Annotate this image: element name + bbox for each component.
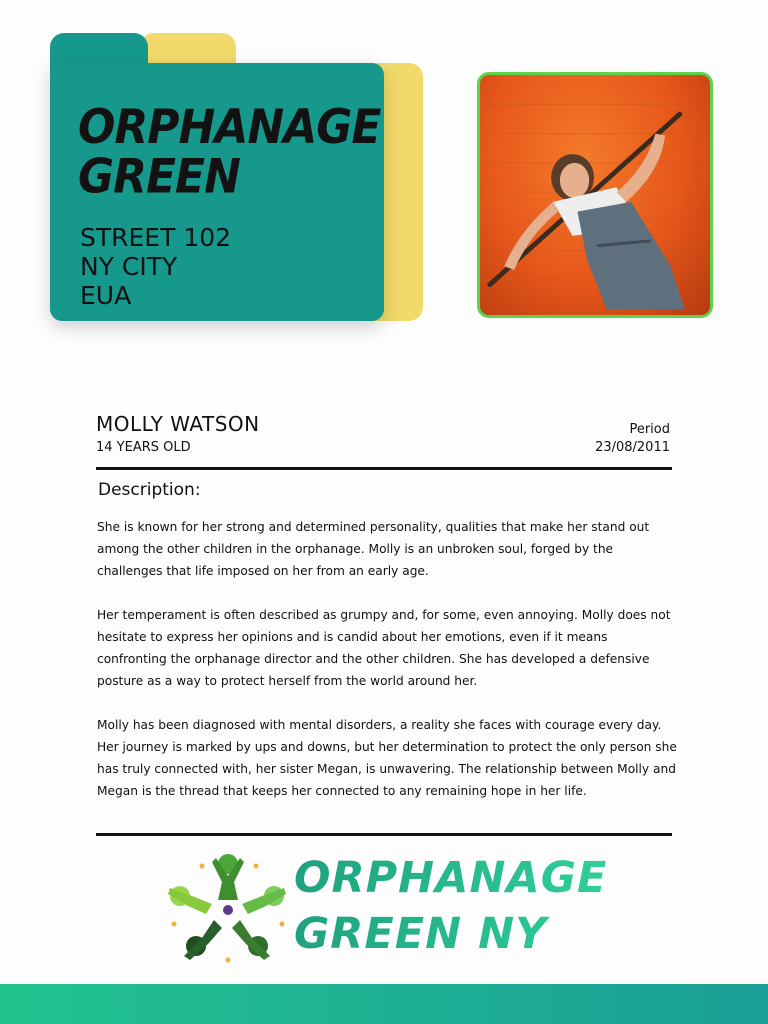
page-title (78, 99, 381, 205)
description-paragraph-3: Molly has been diagnosed with mental disorders, a reality she faces with courage every day. Her journey is marked by ups and downs, but her determination to protect the only person she has truly connected with, her sister Megan, is unwavering. The relationship between Molly and Megan is the thread that keeps her connected to any remaining hope in her life. (97, 718, 677, 798)
address-line-city: NY CITY (80, 252, 178, 281)
profile-photo (477, 72, 713, 318)
description-paragraph-1: She is known for her strong and determined personality, qualities that make her stand out among the other children in the orphanage. Molly is an unbroken soul, forged by the challenges that life imposed on her from an early age. (97, 520, 650, 578)
people-star-icon (166, 848, 290, 968)
divider-top (96, 467, 672, 470)
description-paragraph-2: Her temperament is often described as grumpy and, for some, even annoying. Molly does not hesitate to express her opinions and is candid about her emotions, even if it means confronting the orphanage director and the other children. She has developed a defensive posture as a way to protect herself from the world around her. (97, 608, 671, 688)
profile-age: 14 YEARS OLD (96, 440, 191, 455)
logo-line-2: GREEN NY (294, 909, 548, 959)
folder-card (50, 33, 430, 333)
girl-portrait-illustration (480, 75, 710, 315)
description-heading: Description: (98, 480, 201, 500)
description-body (97, 516, 677, 824)
title-line-1: ORPHANAGE (78, 99, 381, 155)
logo-wordmark (294, 850, 607, 962)
period-date: 23/08/2011 (595, 440, 670, 455)
logo-line-1: ORPHANAGE (294, 853, 608, 903)
period-label: Period (629, 422, 670, 437)
footer-bar (0, 984, 768, 1024)
address-block (80, 223, 231, 310)
divider-bottom (96, 833, 672, 836)
profile-name: MOLLY WATSON (96, 412, 260, 436)
title-line-2: GREEN (78, 149, 240, 205)
address-line-country: EUA (80, 281, 132, 310)
address-line-street: STREET 102 (80, 223, 232, 252)
